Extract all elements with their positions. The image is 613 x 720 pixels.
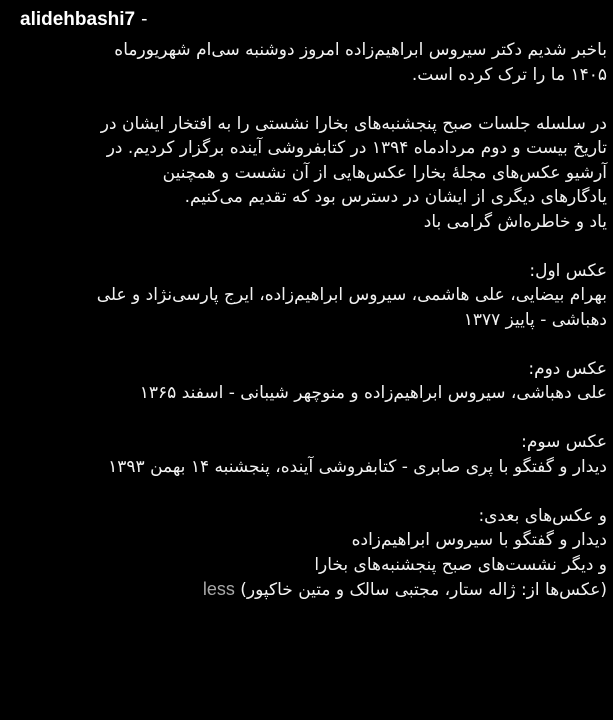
caption-line xyxy=(20,161,607,186)
caption-line xyxy=(20,210,607,235)
caption-line xyxy=(20,283,607,308)
caption-line xyxy=(20,381,607,406)
caption-line-text: دهباشی - پاییز ۱۳۷۷ xyxy=(463,309,607,330)
caption-line-text: ۱۴۰۵ ما را ترک کرده است. xyxy=(411,64,607,85)
caption-line-text: (عکس‌ها از: ژاله ستار، مجتبی سالک و متین خاکپور) xyxy=(240,580,607,600)
username-separator: - xyxy=(141,9,148,30)
caption-line xyxy=(20,259,607,284)
paragraph-gap xyxy=(20,406,607,431)
caption-line xyxy=(20,136,607,161)
caption-line xyxy=(20,455,607,480)
caption-line-text: باخبر شدیم دکتر سیروس ابراهیم‌زاده امروز دوشنبه سی‌ام شهریورماه xyxy=(114,40,607,60)
caption-line-text: دیدار و گفتگو با پری صابری - کتابفروشی آینده، پنجشنبه ۱۴ بهمن ۱۳۹۳ xyxy=(108,456,607,477)
caption-line xyxy=(20,308,607,333)
caption-line xyxy=(20,185,607,210)
caption-line-text: و دیگر نشست‌های صبح پنجشنبه‌های بخارا xyxy=(314,554,607,575)
caption-line-text: عکس اول: xyxy=(529,260,607,281)
username-link[interactable]: alidehbashi7 xyxy=(20,9,136,30)
caption-line-text: و عکس‌های بعدی: xyxy=(478,505,607,526)
caption-line-text: عکس دوم: xyxy=(528,358,607,379)
caption-line xyxy=(20,63,607,88)
caption-body xyxy=(20,38,607,603)
caption-line xyxy=(20,504,607,529)
caption-line-text: تاریخ بیست و دوم مردادماه ۱۳۹۴ در کتابفروشی آینده برگزار کردیم. در xyxy=(106,138,607,158)
caption-line xyxy=(20,430,607,455)
paragraph-gap xyxy=(20,479,607,504)
caption-line-text: یاد و خاطره‌اش گرامی باد xyxy=(423,211,607,232)
paragraph-gap xyxy=(20,234,607,259)
caption-header xyxy=(20,4,607,38)
caption-line xyxy=(20,577,607,603)
caption-line xyxy=(20,528,607,553)
caption-line xyxy=(20,112,607,137)
less-button[interactable]: less xyxy=(202,579,235,599)
caption-line xyxy=(20,357,607,382)
caption-line-text: دیدار و گفتگو با سیروس ابراهیم‌زاده xyxy=(351,530,607,550)
caption-line-text: در سلسله جلسات صبح پنجشنبه‌های بخارا نشستی را به افتخار ایشان در xyxy=(100,113,607,134)
paragraph-gap xyxy=(20,332,607,357)
caption-line xyxy=(20,38,607,63)
caption-line-text: بهرام بیضایی، علی هاشمی، سیروس ابراهیم‌زاده، ایرج پارسی‌نژاد و علی xyxy=(96,285,607,305)
caption-line-text: عکس سوم: xyxy=(521,432,607,452)
caption-line xyxy=(20,553,607,578)
caption-line-text: آرشیو عکس‌های مجلهٔ بخارا عکس‌هایی از آن نشست و همچنین xyxy=(162,162,607,183)
paragraph-gap xyxy=(20,87,607,112)
caption-line-text: علی دهباشی، سیروس ابراهیم‌زاده و منوچهر شیبانی - اسفند ۱۳۶۵ xyxy=(139,383,607,403)
caption-line-text: یادگارهای دیگری از ایشان در دسترس بود که تقدیم می‌کنیم. xyxy=(184,187,607,207)
